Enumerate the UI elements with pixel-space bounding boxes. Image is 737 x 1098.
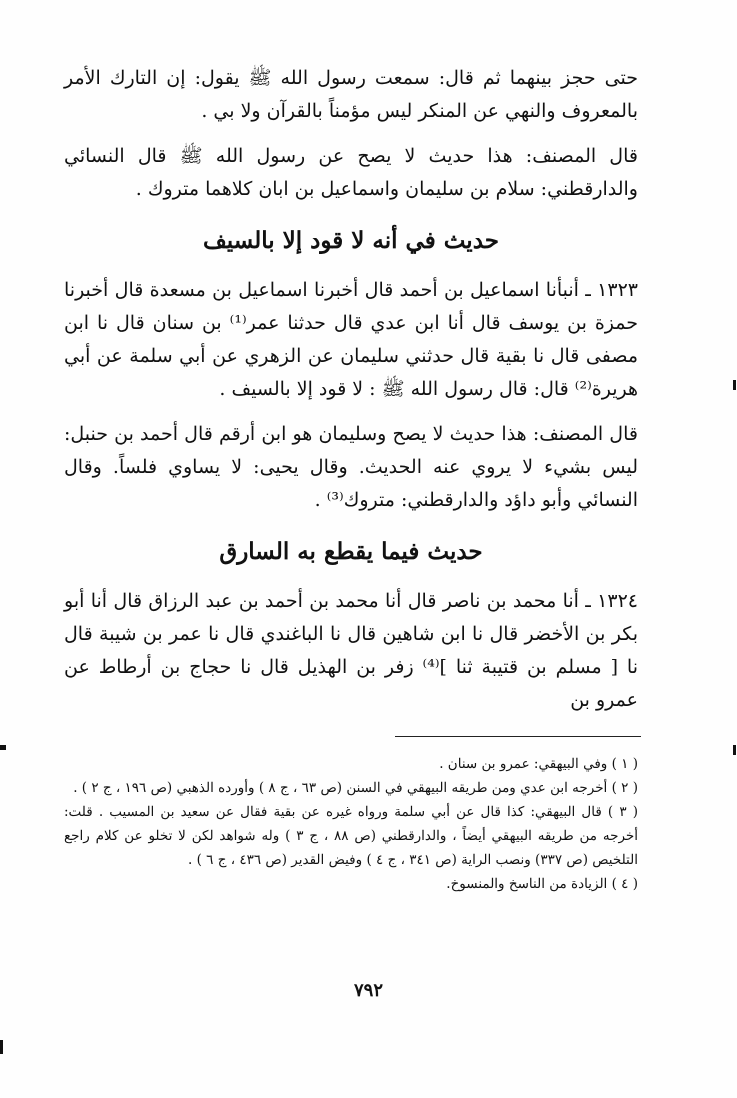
scan-mark-right-1: [733, 380, 736, 390]
scan-mark-left: [0, 745, 6, 750]
page-number: ٧٩٢: [353, 980, 383, 1001]
footnote-1: ( ١ ) وفي البيهقي: عمرو بن سنان .: [439, 756, 638, 772]
paragraph-2: قال المصنف: هذا حديث لا يصح عن رسول الله ﷺ قال النسائي والدارقطني: سلام بن سليمان واسماعيل بن ابان كلاهما متروك .: [64, 145, 638, 200]
paragraph-1: حتى حجز بينهما ثم قال: سمعت رسول الله ﷺ يقول: إن التارك الأمر بالمعروف والنهي عن المنكر ليس مؤمناً بالقرآن ولا بي .: [64, 67, 638, 122]
footnote-2: ( ٢ ) أخرجه ابن عدي ومن طريقه البيهقي في السنن (ص ٦٣ ، ج ٨ ) وأورده الذهبي (ص ١٩٦ ، ج ٢ ) .: [73, 780, 638, 796]
footnote-3: ( ٣ ) قال البيهقي: كذا قال عن أبي سلمة ورواه غيره عن بقية فقال عن سعيد بن المسيب . قلت: أخرجه من طريقه البيهقي أيضاً ، والدارقطني (ص ٨٨ ، ج ٣ ) وله شواهد لكن لا تخلو عن كلام راجع التلخيص (ص ٣٣٧) ونصب الراية (ص ٣٤١ ، ج ٤ ) وفيض القدير (ص ٤٣٦ ، ج ٦ ) .: [64, 804, 638, 868]
paragraph-author-comment: قال المصنف: هذا حديث لا يصح وسليمان هو ابن أرقم قال أحمد بن حنبل: ليس بشيء لا يروي عنه الحديث. وقال يحيى: لا يساوي فلساً. وقال النسائي وأبو داؤد والدارقطني: متروك⁽³⁾ .: [64, 423, 638, 511]
footnote-divider: [395, 736, 641, 737]
footnote-4: ( ٤ ) الزيادة من الناسخ والمنسوخ.: [446, 876, 638, 892]
hadith-1324: ١٣٢٤ ـ أنا محمد بن ناصر قال أنا محمد بن أحمد بن عبد الرزاق قال أنا أبو بكر بن الأخضر قال نا ابن شاهين قال نا الباغندي قال نا عمر بن شيبة قال نا [ مسلم بن قتيبة ثنا ]⁽⁴⁾ زفر بن الهذيل قال نا حجاج بن أرطاط عن عمرو بن: [64, 590, 638, 711]
footnotes: [64, 752, 638, 896]
scan-mark-right-2: [733, 745, 736, 755]
section-heading-2: حديث فيما يقطع به السارق: [219, 538, 483, 565]
section-heading-1: حديث في أنه لا قود إلا بالسيف: [202, 227, 500, 254]
hadith-1323: ١٣٢٣ ـ أنبأنا اسماعيل بن أحمد قال أخبرنا اسماعيل بن مسعدة قال أخبرنا حمزة بن يوسف قال أنا ابن عدي قال حدثنا عمر⁽¹⁾ بن سنان قال نا ابن مصفى قال نا بقية قال حدثني سليمان عن الزهري عن أبي سلمة عن أبي هريرة⁽²⁾ قال: قال رسول الله ﷺ : لا قود إلا بالسيف .: [64, 279, 638, 400]
main-text: [64, 62, 638, 717]
scan-mark-bottom: [0, 1040, 3, 1054]
